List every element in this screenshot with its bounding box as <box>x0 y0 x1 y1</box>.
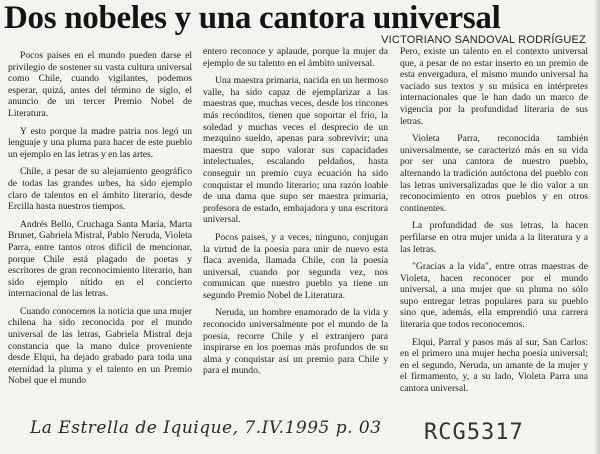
article-column-1 <box>8 50 192 393</box>
article-headline: Dos nobeles y una cantora universal <box>4 0 501 36</box>
paragraph: Andrés Bello, Cruchaga Santa María, Marta Brunet, Gabriela Mistral, Pablo Neruda, Violeta Parra, entre tantos otros difícil de mencionar, porque Chile está plagado de poetas y escritores de gran reconocimiento literario, han sido ejemplo nítido en el concierto internacional de las letras. <box>8 218 192 300</box>
paragraph: "Gracias a la vida", entre otras maestras de Violeta, hacen reconocer por el mundo universal, a una mujer que su pluma no sólo supo entregar letras populares para su pueblo sino que, además, ella emprendió una carrera literaria que todos reconocemos. <box>400 261 588 331</box>
paragraph: Una maestra primaria, nacida en un hermoso valle, ha sido capaz de ejemplarizar a las maestras que, muchas veces, desde los rincones más recónditos, tienen que soportar el frío, la soledad y muchas veces el desprecio de un mezquino sueldo, apenas para sobrevivir; una maestra que supo valorar sus capacidades intelectuales, escalando peldaños, hasta conseguir un premio cuya ecuación ha sido conquistar el mundo literario; una razón loable de una dama que supo ser maestra primaria, profesora de estado, embajadora y una escritora universal. <box>203 75 388 226</box>
paragraph: Violeta Parra, reconocida también universalmente, se caracterizó más en su vida por ser una cantora de nuestro pueblo, alternando la tradición autóctona del pueblo con las letras universalizadas que le dio valor a un reconocimiento en otros pueblos y en otros continentes. <box>400 133 588 214</box>
article-byline: VICTORIANO SANDOVAL RODRÍGUEZ <box>381 34 586 46</box>
paragraph: Pocos países en el mundo pueden darse el privilegio de sostener su vasta cultura universal como Chile, cuando vigilantes, podemos esperar, quizá, antes del término de siglo, el anuncio de un tercer Premio Nobel de Literatura. <box>8 50 192 119</box>
handwritten-source-note: La Estrella de Iquique, 7.IV.1995 p. 03 <box>30 418 382 438</box>
paragraph: Elqui, Parral y pasos más al sur, San Carlos: en el primero una mujer hecha poesía universal; en el segundo, Neruda, un amante de la mujer y el firmamento, y, a su lado, Violeta Parra una cantora universal. <box>400 336 588 395</box>
paragraph: entero reconoce y aplaude, porque la mujer da ejemplo de su talento en el ámbito universal. <box>203 46 388 69</box>
paragraph: Y esto porque la madre patria nos legó un lenguaje y una pluma para hacer de este pueblo un ejemplo en las letras y en las artes. <box>8 125 192 160</box>
paragraph: La profundidad de sus letras, la hacen perfilarse en otra mujer unida a la literatura y a las letras. <box>400 220 588 255</box>
paragraph: Pocos países, y a veces, ninguno, conjugan la virtud de la poesía para unir de nuevo esta flaca avenida, llamada Chile, con la poesía universal, cuando por segunda vez, nos comunican que nuestro pueblo ya tiene un segundo Premio Nobel de Literatura. <box>203 231 388 301</box>
article-column-2 <box>203 46 388 383</box>
paragraph: Pero, existe un talento en el contexto universal que, a pesar de no estar inserto en un premio de esta envergadura, el mismo mundo universal ha vaciado sus textos y su música en intérpretes internacionales que le han dado un marco de vigencia por la profundidad literaria de sus letras. <box>400 46 588 127</box>
paragraph: Neruda, un hombre enamorado de la vida y reconocido universalmente por el mundo de la poesía, recorre Chile y el extranjero para inspirarse en los poemas más profundos de su alma y conquistar así un premio para Chile y para el mundo. <box>203 307 388 377</box>
paragraph: Cuando conocemos la noticia que una mujer chilena ha sido reconocida por el mundo universal de las letras, Gabriela Mistral deja constancia que la mano dulce proveniente desde Elqui, ha dejado grabado para toda una eternidad la pluma y el talento en un Premio Nobel que el mundo <box>8 305 192 387</box>
paragraph: Chile, a pesar de su alejamiento geográfico de todas las grandes urbes, ha sido ejemplo claro de talentos en el ámbito literario, desde Ercilla hasta nuestros tiempos. <box>8 166 192 213</box>
page-edge-shadow <box>594 0 600 454</box>
archive-stamp-code: RCG5317 <box>424 420 524 445</box>
article-column-3 <box>400 46 588 401</box>
